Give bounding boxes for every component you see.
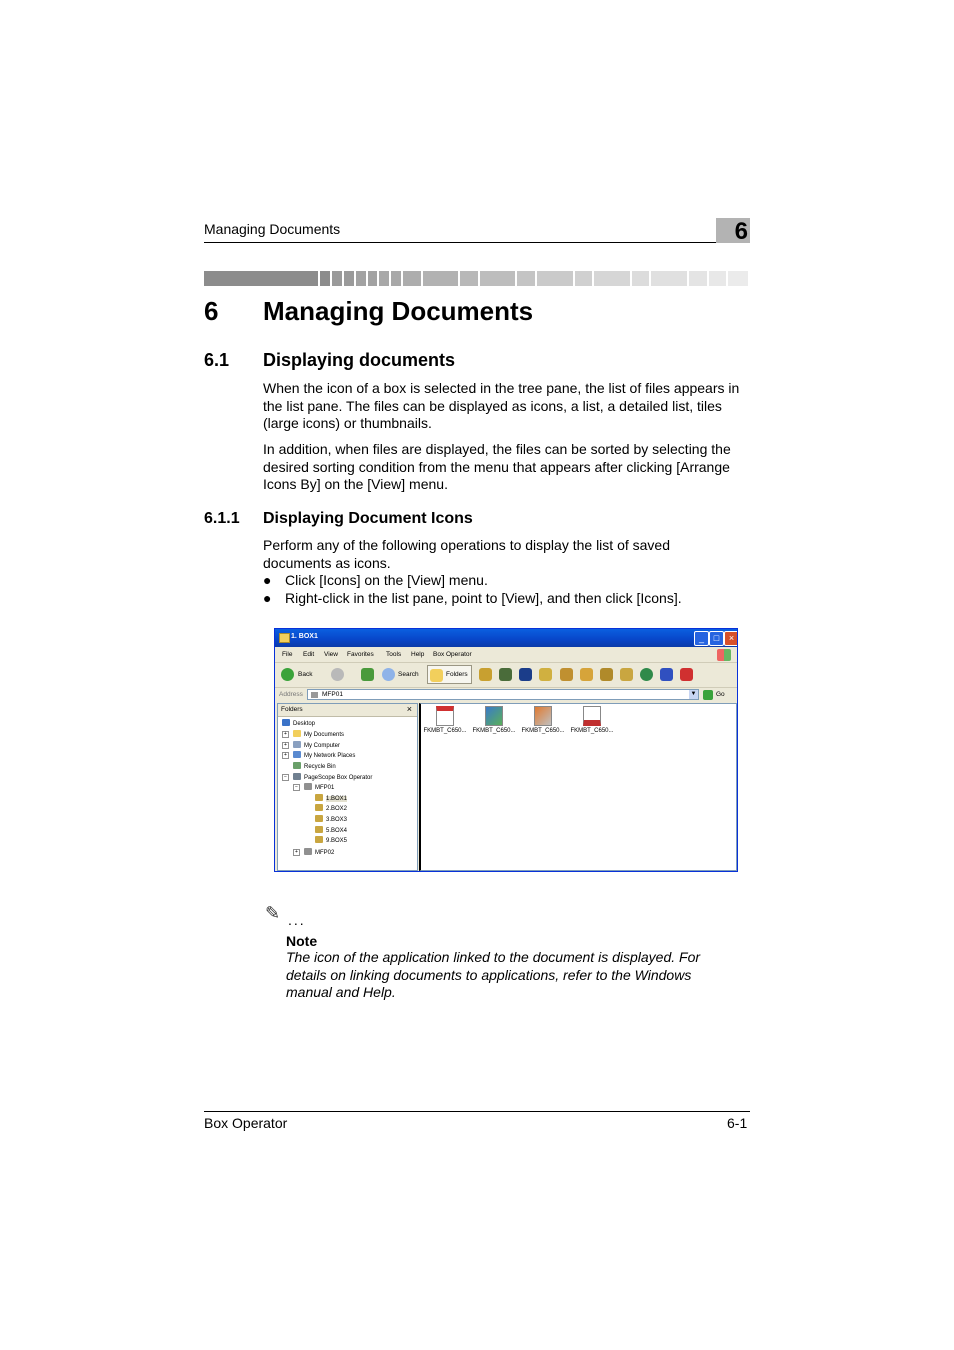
bar-segment [391, 271, 403, 286]
box-icon[interactable] [479, 668, 492, 681]
tree-header [278, 704, 417, 717]
tree-node[interactable]: + My Network Places [282, 751, 355, 759]
tree-node[interactable]: + My Computer [282, 741, 340, 749]
footer-rule [204, 1111, 750, 1112]
bar-segment [651, 271, 688, 286]
document-file-icon [534, 706, 552, 726]
menu-file[interactable]: File [282, 651, 293, 658]
bullet-text: Right-click in the list pane, point to [View], and then click [Icons]. [285, 590, 682, 606]
bar-segment [575, 271, 595, 286]
file-item[interactable]: FKMBT_C650... [568, 704, 616, 734]
expand-icon[interactable]: + [282, 752, 289, 759]
bar-segment [320, 271, 332, 286]
box-icon [315, 804, 323, 811]
subsection-number: 6.1.1 [204, 510, 240, 527]
folders-label: Folders [446, 671, 468, 678]
window-title: 1. BOX1 [291, 633, 318, 640]
collapse-icon[interactable]: − [293, 784, 300, 791]
menu-box-operator[interactable]: Box Operator [433, 651, 472, 658]
up-folder-icon[interactable] [361, 668, 374, 681]
toolbar [275, 663, 737, 688]
box-icon [315, 815, 323, 822]
subsection-intro: Perform any of the following operations to display the list of saved documents as icons. [263, 537, 670, 571]
box-icon [315, 836, 323, 843]
menu-view[interactable]: View [324, 651, 338, 658]
save-icon[interactable] [519, 668, 532, 681]
tree-node[interactable]: 2.BOX2 [315, 804, 347, 812]
box-move-icon[interactable] [600, 668, 613, 681]
tree-node[interactable]: − PageScope Box Operator [282, 773, 372, 781]
delete-icon[interactable] [680, 668, 693, 681]
box-icon [315, 826, 323, 833]
close-button[interactable]: × [724, 631, 738, 646]
box-copy-icon[interactable] [580, 668, 593, 681]
menu-bar [275, 648, 737, 663]
bar-segment [480, 271, 517, 286]
subsection-title: Displaying Document Icons [263, 510, 473, 527]
file-item[interactable]: FKMBT_C650... [470, 704, 518, 734]
title-bar [275, 629, 737, 647]
section-heading [204, 350, 456, 371]
back-arrow-icon[interactable] [281, 668, 294, 681]
tree-node[interactable]: Recycle Bin [282, 762, 336, 770]
tree-node[interactable]: Desktop [282, 719, 315, 727]
bar-segment [728, 271, 750, 286]
bar-segment [537, 271, 574, 286]
forward-arrow-icon[interactable] [331, 668, 344, 681]
sync-arrows-icon[interactable] [660, 668, 673, 681]
address-label: Address [279, 691, 303, 698]
tree-header-label: Folders [281, 706, 303, 713]
bar-segment [332, 271, 344, 286]
bullet-item: ● Click [Icons] on the [View] menu. [263, 572, 488, 588]
bar-segment [356, 271, 368, 286]
menu-favorites[interactable]: Favorites [347, 651, 374, 658]
go-button[interactable]: Go [716, 691, 725, 698]
bar-segment [594, 271, 631, 286]
list-pane[interactable] [419, 703, 737, 871]
search-icon[interactable] [382, 668, 395, 681]
running-header: Managing Documents [204, 221, 341, 237]
bar-segment [517, 271, 537, 286]
section-paragraph-1: When the icon of a box is selected in the tree pane, the list of files appears in the list pane. The files can be displayed as icons, a list, a detailed list, tiles (large icons) or thumbnails. [263, 380, 740, 431]
tree-node[interactable]: + My Documents [282, 730, 344, 738]
note-text: The icon of the application linked to the document is displayed. For details on linking documents to applications, refer to the Windows manual and Help. [286, 949, 701, 1000]
bar-segment [709, 271, 729, 286]
file-item[interactable]: FKMBT_C650... [519, 704, 567, 734]
chapter-title-text: Managing Documents [263, 296, 534, 326]
bar-segment [344, 271, 356, 286]
bar-segment [204, 271, 320, 286]
network-icon [293, 751, 301, 758]
box-icon [315, 794, 323, 801]
close-icon[interactable]: × [406, 704, 412, 714]
subsection-heading [204, 510, 473, 528]
desktop-icon [282, 719, 290, 726]
explorer-window [274, 628, 738, 872]
search-label[interactable]: Search [398, 671, 419, 678]
section-paragraph-2: In addition, when files are displayed, the files can be sorted by selecting the desired sorting condition from the menu that appears after clicking [Arrange Icons By] on the [View] menu. [263, 441, 731, 492]
bullet-text: Click [Icons] on the [View] menu. [285, 572, 488, 588]
collapse-icon[interactable]: − [282, 774, 289, 781]
pencil-icon: ✎ [265, 903, 281, 923]
expand-icon[interactable]: + [282, 731, 289, 738]
menu-edit[interactable]: Edit [303, 651, 315, 658]
bar-segment [403, 271, 423, 286]
note-dots: ... [288, 912, 306, 928]
folders-button[interactable] [427, 665, 472, 684]
refresh-icon[interactable] [640, 668, 653, 681]
page-number: 6-1 [727, 1115, 748, 1131]
bar-segment [423, 271, 460, 286]
tree-node[interactable]: 9.BOX5 [315, 836, 347, 844]
folder-icon [279, 633, 290, 643]
folders-icon [430, 669, 443, 682]
go-arrow-icon[interactable] [703, 690, 713, 700]
back-label[interactable]: Back [298, 671, 313, 678]
tree-pane [277, 703, 418, 871]
image-file-icon [485, 706, 503, 726]
bar-segment [632, 271, 652, 286]
computer-icon [293, 741, 301, 748]
mfp-icon [304, 783, 312, 790]
file-item[interactable]: FKMBT_C650... [421, 704, 469, 734]
pdf-file-icon [583, 706, 601, 726]
bullet-item: ● Right-click in the list pane, point to [View], and then click [Icons]. [263, 590, 682, 606]
bar-segment [368, 271, 380, 286]
section-title: Displaying documents [263, 350, 456, 370]
note-heading: Note [286, 933, 318, 949]
minimize-button[interactable]: _ [694, 631, 709, 646]
decorative-bar [204, 271, 750, 286]
footer-product: Box Operator [204, 1115, 288, 1131]
bar-segment [689, 271, 709, 286]
windows-logo-icon [717, 649, 731, 661]
mfp-icon [304, 848, 312, 855]
section-number: 6.1 [204, 350, 230, 370]
tree-node[interactable]: 5.BOX4 [315, 826, 347, 834]
scan-icon[interactable] [499, 668, 512, 681]
expand-icon[interactable]: + [282, 742, 289, 749]
address-value: MFP01 [322, 691, 343, 698]
tree-node[interactable]: 1.BOX1 [315, 794, 347, 802]
menu-help[interactable]: Help [411, 651, 425, 658]
maximize-button[interactable]: □ [709, 631, 724, 646]
recycle-bin-icon [293, 762, 301, 769]
address-bar [275, 688, 737, 702]
box-print-icon[interactable] [620, 668, 633, 681]
box-add-icon[interactable] [560, 668, 573, 681]
tree-node[interactable]: 3.BOX3 [315, 815, 347, 823]
tree-node[interactable]: − MFP01 [293, 783, 334, 791]
chapter-tab [716, 218, 750, 243]
bar-segment [460, 271, 480, 286]
chapter-tab-number: 6 [734, 218, 748, 245]
pdf-file-icon [436, 706, 454, 726]
header-rule [204, 242, 750, 243]
bar-segment [379, 271, 391, 286]
expand-icon[interactable]: + [293, 849, 300, 856]
export-icon[interactable] [539, 668, 552, 681]
mfp-icon [311, 692, 318, 698]
chevron-down-icon[interactable]: ▼ [690, 691, 697, 697]
box-operator-icon [293, 773, 301, 780]
tree-node[interactable]: + MFP02 [293, 848, 334, 856]
folder-icon [293, 730, 301, 737]
menu-tools[interactable]: Tools [386, 651, 402, 658]
address-input[interactable] [307, 689, 699, 700]
chapter-number: 6 [204, 296, 219, 326]
